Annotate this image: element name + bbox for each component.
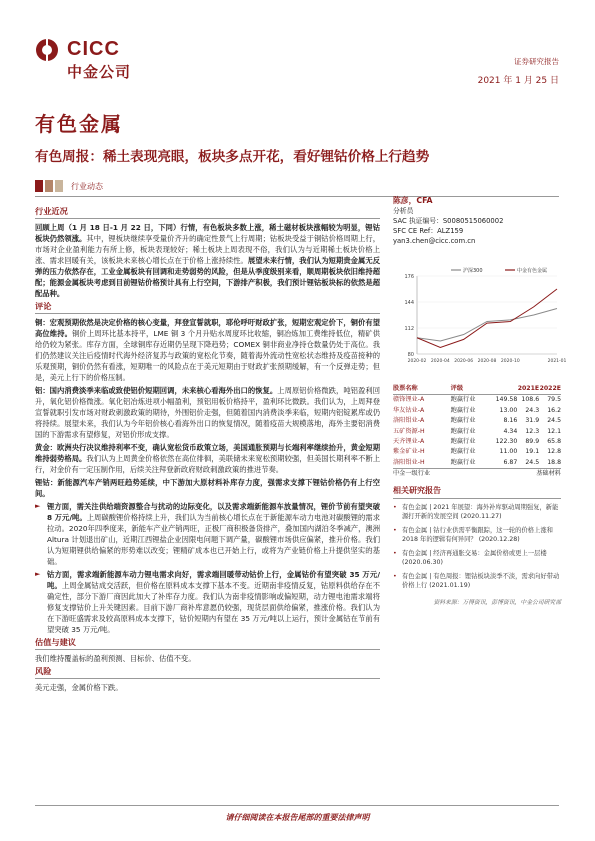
analyst-sfc: SFC CE Ref：ALZ159 <box>393 227 464 235</box>
table-header <box>393 384 561 395</box>
analyst-role: 分析员 <box>393 207 414 215</box>
source-note: 资料来源：万得资讯，彭博资讯，中金公司研究部 <box>433 599 561 606</box>
analyst-block <box>393 196 561 246</box>
table-cell: 跑赢行业 <box>450 417 476 425</box>
table-cell: 6.87 <box>503 458 518 466</box>
lithium-text: 上周碳酸锂价格持续上升，我们认为当前核心增长点在于新能源车动力电池对碳酸锂的需求拉动。2020年四季度来，新能车产业产销两旺，正极厂商积极备货排产，叠加国内湖泊冬季减产，澳洲 Altura 计划退出矿山，近期江西锂盐企业因限电问题下调产量，碳酸锂市场供应偏紧，推升价格。我们认为短期锂供给偏紧的形势难以改变；锂精矿成本也已开始上行，或将为产业链价格上升提供坚实的基础。 <box>47 513 380 566</box>
lithium-bold: 锂方面，需关注供给端资源整合与扰动的边际变化，以及需求端新能源车放量情况，锂价节前有望突破 8 万元/吨。 <box>47 502 380 522</box>
stock-name[interactable]: 洛阳钼业-A <box>393 417 425 425</box>
section-heading: 风险 <box>35 666 380 679</box>
table-cell: 跑赢行业 <box>450 458 476 466</box>
footnote-right: 基础材料 <box>536 470 561 478</box>
stock-name[interactable]: 华友钴业-A <box>393 406 425 414</box>
gold-text: 我们认为上周黄金价格依然在高位徘徊，美联储未来宽松预期较强，但美国长期利率不断上行，对金价有一定压制作用，后续关注拜登新政府财政刺激政策的推进节奏。 <box>35 454 380 474</box>
stock-name[interactable]: 洛阳钼业-H <box>393 458 425 466</box>
table-cell: 89.9 <box>525 437 540 445</box>
cobalt-bullet <box>35 569 380 635</box>
cobalt-bold: 钴方面，需求端新能源车动力锂电需求向好，需求端回暖带动钴价上行，金属钴价有望突破 35 万元/吨。 <box>47 570 380 590</box>
industry-name: 有色金属 <box>35 112 123 136</box>
stock-name[interactable]: 赣锋锂业-A <box>393 396 425 404</box>
series-line-nonferrous <box>417 289 557 348</box>
analyst-name: 陈彦，CFA <box>393 196 433 205</box>
table-cell: 24.3 <box>525 406 540 414</box>
table-row[interactable] <box>393 395 561 405</box>
section-heading: 评论 <box>35 301 380 314</box>
tag-block-icon <box>55 180 63 192</box>
related-report-link[interactable]: • 有色金属 | 有色周报：锂钴板块淡季不淡，需求向好带动价格上行 (2021.01.19) <box>393 572 561 591</box>
table-row[interactable] <box>393 406 561 416</box>
y-tick-label: 176 <box>404 274 414 280</box>
table-cell: 149.58 <box>495 396 518 404</box>
table-cell: 108.6 <box>521 396 540 404</box>
y-tick-label: 80 <box>407 352 414 358</box>
gold-paragraph <box>35 442 380 475</box>
footnote-left: 中金一级行业 <box>393 470 431 478</box>
tag-block-icon <box>35 180 43 192</box>
table-cell: 8.16 <box>503 417 518 425</box>
report-date: 2021 年 1 月 25 日 <box>477 76 559 86</box>
main-column <box>35 204 380 695</box>
table-header-cell: 2021E <box>517 385 540 392</box>
aluminum-bold: 铝：国内消费淡季来临或致使铝价短期回调，未来核心看海外出口的恢复。 <box>35 386 278 395</box>
table-cell: 31.9 <box>525 417 540 425</box>
stock-name[interactable]: 紫金矿业-H <box>393 448 425 456</box>
related-report-link[interactable]: • 有色金属 | 钴行业供需平衡跟踪，这一轮的价格上涨和 2018 年的逻辑有何异同？ (2020.12.28) <box>393 526 561 545</box>
header-meta <box>478 56 559 86</box>
tag-label: 行业动态 <box>71 181 103 191</box>
table-header-cell: 2022E <box>539 385 562 392</box>
related-heading: 相关研究报告 <box>393 486 561 499</box>
x-tick-label: 2020-02 <box>407 359 427 364</box>
table-cell: 4.34 <box>503 427 518 435</box>
table-cell: 19.1 <box>525 448 540 456</box>
table-row[interactable] <box>393 437 561 447</box>
series-line-csi300 <box>417 309 557 342</box>
section-heading: 估值与建议 <box>35 637 380 650</box>
table-cell: 79.5 <box>547 396 562 404</box>
analyst-sac: SAC 执证编号：S0080515060002 <box>393 217 504 225</box>
tag-bar <box>35 178 103 194</box>
table-footnote <box>393 468 561 479</box>
legend-label: 沪深300 <box>463 268 483 274</box>
price-performance-chart <box>393 262 567 380</box>
brand-cn: 中金公司 <box>67 63 132 81</box>
doc-type: 证券研究报告 <box>514 57 559 66</box>
cobalt-text: 上周金属钴成交活跃，但价格在原料成本支撑下基本不变。近期南非疫情反复，钴原料供给存在不确定性，部分下游厂商因此加大了补库存力度。我们认为南非疫情影响或偏短期，动力锂电池需求端将修复支撑钴价上升关键因素。目前下游厂商补库意愿仍较强，现货层面供给偏紧，推涨价格。我们认为在下游旺盛需求及较高原料成本支撑下，钴价短期内有望在 35 万元/吨以上运行，预计金属钴在节前有望突破 35 万元/吨。 <box>47 581 381 634</box>
table-cell: 跑赢行业 <box>450 427 476 435</box>
table-cell: 跑赢行业 <box>450 437 476 445</box>
table-cell: 16.2 <box>547 406 562 414</box>
table-cell: 12.1 <box>547 427 562 435</box>
table-cell: 跑赢行业 <box>450 406 476 414</box>
x-tick-label: 2020-04 <box>430 359 450 364</box>
table-row[interactable] <box>393 447 561 457</box>
legal-footer: 请仔细阅读在本报告尾部的重要法律声明 <box>225 813 370 822</box>
lithium-cobalt-heading: 锂钴：新能源汽车产销两旺趋势延续，中下游加大原材料补库存力度，强需求支撑下锂钴价格仍有上行空间。 <box>35 478 380 498</box>
table-cell: 18.8 <box>547 458 562 466</box>
risk-text: 美元走强，金属价格下跌。 <box>35 683 123 692</box>
table-header-cell: 评级 <box>450 385 464 392</box>
table-header-cell: 股票名称 <box>393 385 418 392</box>
lithium-bullet <box>35 501 380 567</box>
related-reports <box>393 486 561 608</box>
y-tick-label: 144 <box>404 300 414 306</box>
aluminum-text: 上周原铝价格微跌，吨铝盈利回升，氧化铝价格微涨。氧化铝冶炼进项小幅盈利，预铝用板价格持平，盈利环比微跌。我们认为，上周拜登宣誓就职引发市场对财政刺激政策的期待，外围铝价走强，但随着国内消费淡季来临，短期内铝锭累库或仍将持续。展望未来，我们认为今年铝价核心看海外出口的恢复情况，随着疫苗大规模落地，海外主要铝消费国的下游需求有望修复，对铝价形成支撑。 <box>35 386 380 439</box>
footer-divider <box>35 805 559 806</box>
copper-text: 铜价上周环比基本持平，LME 铜 3 个月升贴水周度环比收缩，铜冶炼加工费维持低位，精矿供给仍较为紧张。库存方面，全球铜库存近期仍呈现下降趋势；COMEX 铜非商业净持仓数量仍处于高位。我们仍然建议关注后疫情时代海外经济复苏与政策的宽松化节奏，随着海外流动性宽松状态维持及疫苗接种的乐观预期，铜价仍然有看涨，短期唯一的风险点在于美元短期由于财政扩张预期缓解，有一个反弹走势；但是，美元上行下的价格压制。 <box>35 329 381 382</box>
cicc-logo <box>35 36 165 86</box>
table-row[interactable] <box>393 427 561 437</box>
copper-bold: 铜：宏观预期依然是决定价格的核心变量，拜登宣誓就职，耶伦呼吁财政扩张，短期宏观定价下，铜价有望高位维持。 <box>35 318 380 338</box>
analyst-email[interactable]: yan3.chen@cicc.com.cn <box>393 237 476 245</box>
table-row[interactable] <box>393 458 561 468</box>
table-cell: 122.30 <box>495 437 518 445</box>
x-tick-label: 2020-08 <box>477 359 497 364</box>
recent-bold: 回顾上周（1 月 18 日-1 月 22 日，下同）行情，有色板块多数上涨，稀土磁材板块涨幅较为明显，锂钴板块仍然领涨。 <box>35 223 380 243</box>
y-tick-label: 112 <box>404 326 414 332</box>
x-tick-label: 2020-06 <box>454 359 474 364</box>
table-cell: 12.8 <box>547 448 562 456</box>
tag-block-icon <box>45 180 53 192</box>
section-heading: 行业近况 <box>35 206 380 219</box>
legend-label: 中金有色金属 <box>517 268 548 274</box>
table-header-cell <box>495 384 517 394</box>
stock-name[interactable]: 天齐锂业-A <box>393 437 425 445</box>
cicc-logo-mark-icon <box>35 38 59 62</box>
gold-bold: 黄金：欧洲央行决议维持利率不变，确认宽松货币政策立场，美国通胀预期与长端利率继续抬升，黄金短期维持弱势格局。 <box>35 443 380 463</box>
recent-text: 其中，锂板块继续享受量价齐升的确定性景气上行周期；钴板块受益于铜钴价格周期上行，市场对企业盈利能力有所上修，板块表现较好；稀土板块上周表现不俗，我们认为与近期稀土板块价格上涨、需求回暖有关，该板块未来核心增长点在于价格上涨持续性。 <box>35 234 380 265</box>
table-cell: 24.5 <box>547 417 562 425</box>
table-cell: 24.5 <box>525 458 540 466</box>
table-row[interactable] <box>393 416 561 426</box>
table-cell: 65.8 <box>547 437 562 445</box>
aluminum-paragraph <box>35 385 380 440</box>
recent-paragraph <box>35 222 380 299</box>
recent-bold2: 展望未来行情，我们认为短期贵金属无反弹的压力依然存在，工业金属板块有回调和走势弱势的风险，但是从季度级别来看，顺周期板块依旧维持超配；能源金属板块考虑到目前锂钴价格预计具有上行空间，下游排产积极，我们预计锂钴板块标的依然是超配品种。 <box>35 256 381 298</box>
x-tick-label: 2021-01 <box>547 359 567 364</box>
table-cell: 12.3 <box>525 427 540 435</box>
x-tick-label: 2020-10 <box>500 359 520 364</box>
table-cell: 13.00 <box>499 406 518 414</box>
table-cell: 跑赢行业 <box>450 448 476 456</box>
stock-table <box>393 384 561 480</box>
related-report-link[interactable]: • 有色金属 | 2021 年展望：海外补库驱动周期强复，新能源打开新的发展空间 (2020.11.27) <box>393 503 561 522</box>
table-cell: 跑赢行业 <box>450 396 476 404</box>
valuation-text: 我们维持覆盖标的盈利预测、目标价、估值不变。 <box>35 654 196 663</box>
report-title: 有色周报：稀土表现亮眼，板块多点开花，看好锂钴价格上行趋势 <box>35 149 430 165</box>
stock-name[interactable]: 五矿资源-H <box>393 427 425 435</box>
copper-paragraph <box>35 317 380 383</box>
brand-en: CICC <box>67 38 120 60</box>
related-report-link[interactable]: • 有色金属 | 经济再通胀交易：金属价格或更上一层楼 (2020.06.30) <box>393 549 561 568</box>
table-cell: 11.00 <box>499 448 518 456</box>
